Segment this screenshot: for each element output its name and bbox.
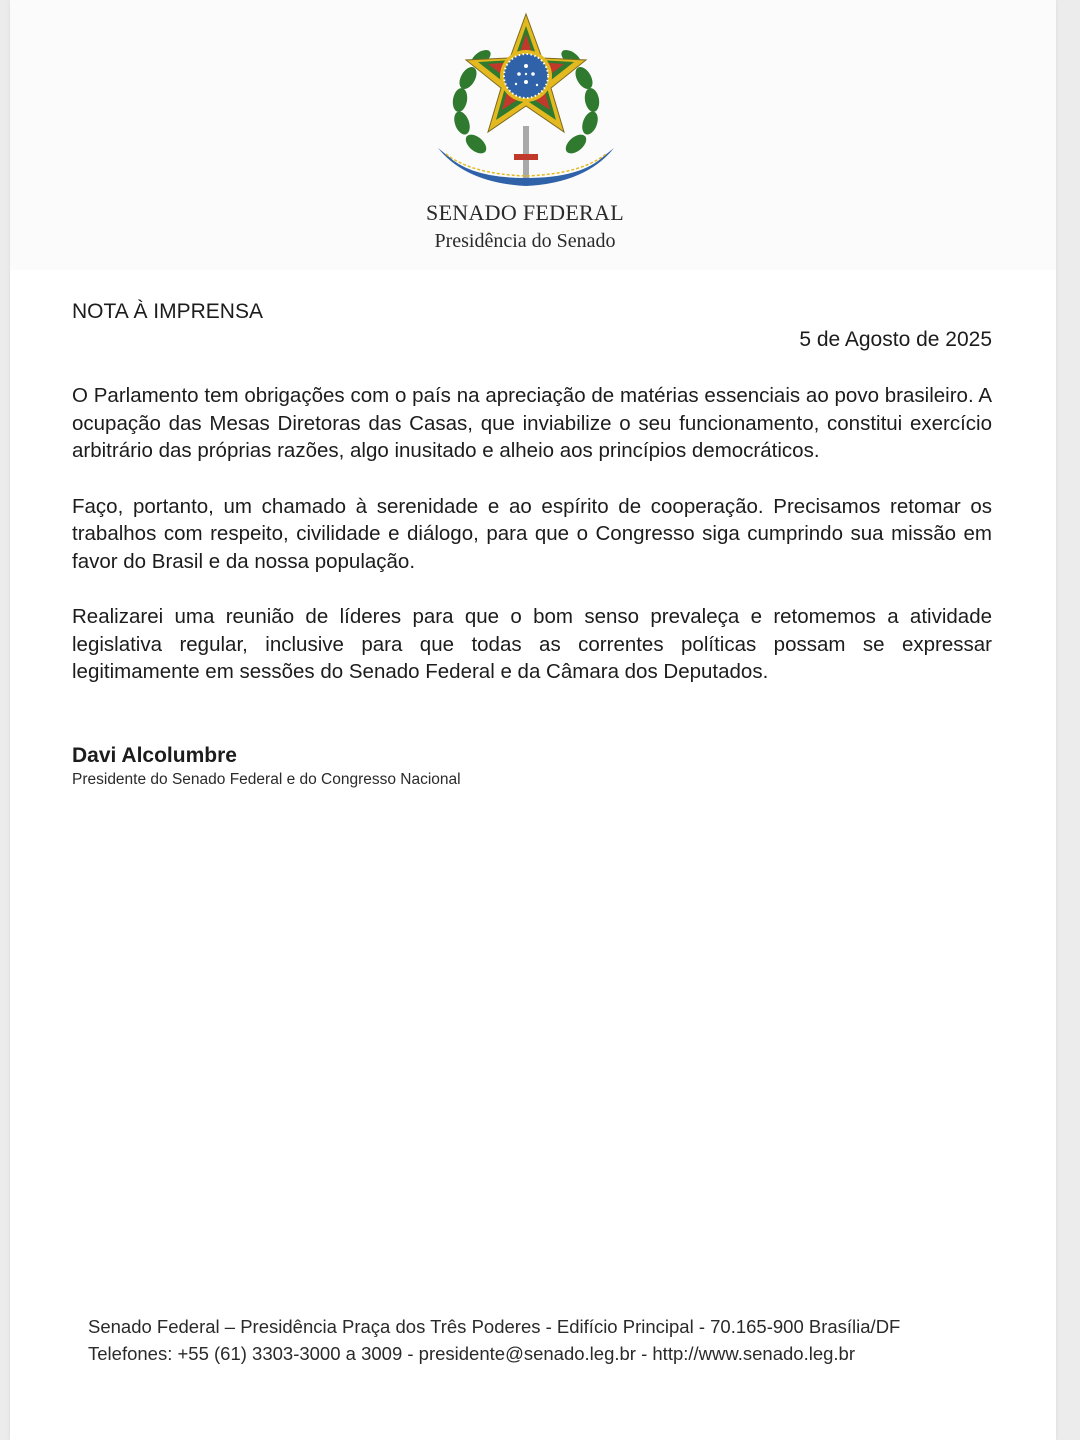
document-type: NOTA À IMPRENSA bbox=[72, 300, 263, 323]
department-name: Presidência do Senado bbox=[434, 230, 616, 252]
brazil-coat-of-arms-icon bbox=[426, 8, 626, 198]
signer-title: Presidente do Senado Federal e do Congresso Nacional bbox=[72, 771, 461, 788]
paragraph: O Parlamento tem obrigações com o país na apreciação de matérias essenciais ao povo brasileiro. A ocupação das Mesas Diretoras das Casas, que inviabilize o seu funcionamento, constitui exercício arbitrário das próprias razões, algo inusitado e alheio aos princípios democráticos. bbox=[72, 384, 992, 462]
paragraph: Faço, portanto, um chamado à serenidade e ao espírito de cooperação. Precisamos retomar os trabalhos com respeito, civilidade e diálogo, para que o Congresso siga cumprindo sua missão em favor do Brasil e da nossa população. bbox=[72, 494, 992, 573]
organization-name: SENADO FEDERAL bbox=[426, 200, 624, 225]
footer bbox=[88, 1313, 988, 1367]
document-page bbox=[10, 0, 1056, 1440]
document-body bbox=[72, 382, 992, 714]
footer-contact: Telefones: +55 (61) 3303-3000 a 3009 - presidente@senado.leg.br - http://www.senado.leg.br bbox=[88, 1343, 855, 1364]
letterhead bbox=[10, 0, 1056, 270]
paragraph: Realizarei uma reunião de líderes para que o bom senso prevaleça e retomemos a atividade legislativa regular, inclusive para que todas as correntes políticas possam se expressar legitimamente em sessões do Senado Federal e da Câmara dos Deputados. bbox=[72, 605, 992, 683]
signer-name: Davi Alcolumbre bbox=[72, 744, 237, 767]
footer-address: Senado Federal – Presidência Praça dos Três Poderes - Edifício Principal - 70.165-900 Brasília/DF bbox=[88, 1316, 901, 1337]
document-date: 5 de Agosto de 2025 bbox=[799, 328, 992, 351]
